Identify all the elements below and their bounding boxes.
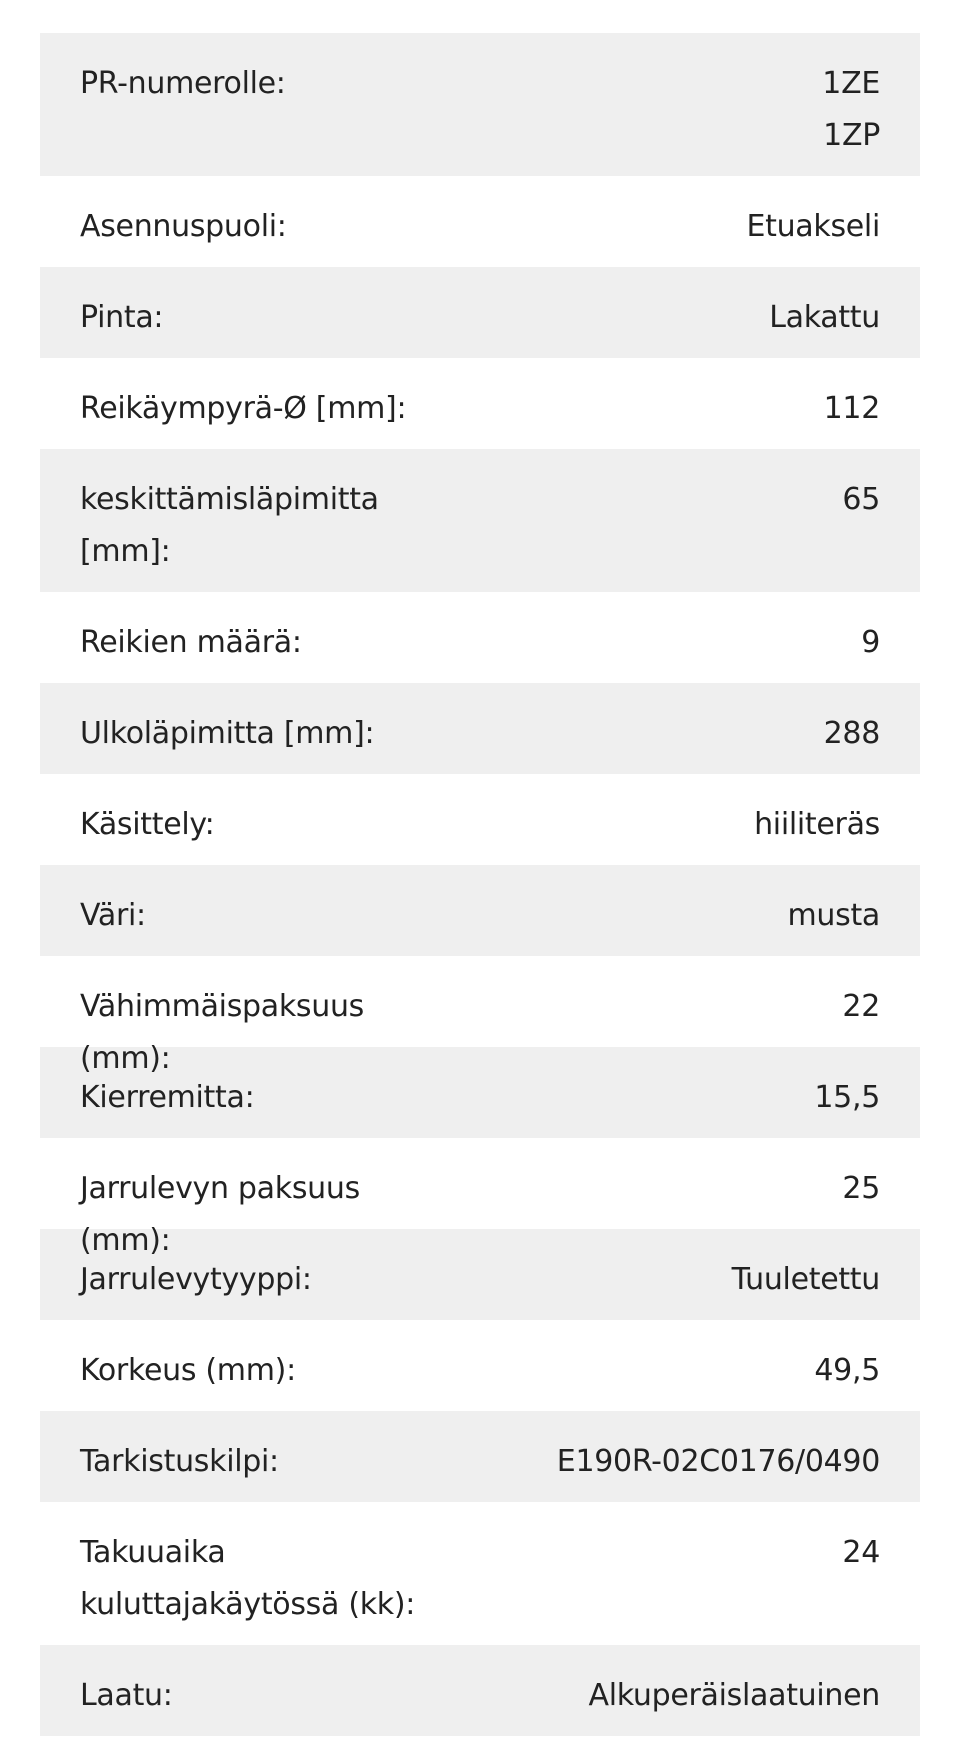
spec-label: Laatu: — [80, 1678, 173, 1713]
spec-value — [588, 1670, 880, 1722]
spec-label: keskittämisläpimitta [mm]: — [80, 482, 379, 569]
spec-value-line: 288 — [823, 716, 880, 751]
spec-value-line: 9 — [861, 625, 880, 660]
spec-label: PR-numerolle: — [80, 66, 286, 101]
spec-value — [861, 617, 880, 669]
spec-value-line: 1ZE — [822, 66, 880, 101]
spec-label: Väri: — [80, 898, 146, 933]
spec-value-line: E190R-02C0176/0490 — [556, 1444, 880, 1479]
spec-value-line: 49,5 — [814, 1353, 880, 1388]
spec-row-warranty — [40, 1502, 920, 1645]
spec-label: Käsittely: — [80, 807, 215, 842]
spec-table — [40, 33, 920, 1736]
spec-value — [814, 1072, 880, 1124]
spec-label: Jarrulevytyyppi: — [80, 1262, 312, 1297]
spec-value-line: Tuuletettu — [731, 1262, 880, 1297]
spec-row-height — [40, 1320, 920, 1411]
spec-value — [822, 58, 880, 162]
spec-row-outer-diameter — [40, 683, 920, 774]
spec-value-line: 1ZP — [823, 118, 880, 153]
spec-value — [769, 292, 880, 344]
spec-value-line: Etuakseli — [746, 209, 880, 244]
spec-label: Asennuspuoli: — [80, 209, 287, 244]
spec-value-line: musta — [787, 898, 880, 933]
spec-value-line: 24 — [842, 1535, 880, 1570]
spec-row-color — [40, 865, 920, 956]
spec-label: Korkeus (mm): — [80, 1353, 296, 1388]
spec-row-bolt-circle — [40, 358, 920, 449]
spec-value-line: hiiliteräs — [754, 807, 880, 842]
spec-value — [746, 201, 880, 253]
spec-row-centering-diameter — [40, 449, 920, 592]
spec-value-line: 112 — [823, 391, 880, 426]
spec-row-hole-count — [40, 592, 920, 683]
spec-value — [787, 890, 880, 942]
spec-label: Tarkistuskilpi: — [80, 1444, 279, 1479]
spec-label: Jarrulevyn paksuus (mm): — [80, 1171, 360, 1258]
spec-label: Reikäympyrä-Ø [mm]: — [80, 391, 407, 426]
spec-row-quality — [40, 1645, 920, 1736]
spec-label: Reikien määrä: — [80, 625, 302, 660]
spec-value — [824, 383, 880, 435]
spec-value — [824, 708, 880, 760]
spec-label: Vähimmäispaksuus (mm): — [80, 989, 365, 1076]
spec-value-line: 22 — [842, 989, 880, 1024]
spec-label: Kierremitta: — [80, 1080, 255, 1115]
spec-row-min-thickness — [40, 956, 920, 1076]
spec-row-surface — [40, 267, 920, 358]
spec-row-pr-number — [40, 33, 920, 176]
spec-label: Takuuaika kuluttajakäytössä (kk): — [80, 1535, 416, 1622]
spec-value — [842, 981, 880, 1033]
spec-value — [814, 1345, 880, 1397]
spec-row-disc-thickness — [40, 1138, 920, 1258]
spec-row-mounting-side — [40, 176, 920, 267]
spec-value — [732, 1254, 880, 1306]
spec-value-line: Alkuperäislaatuinen — [588, 1678, 880, 1713]
spec-value-line: 15,5 — [814, 1080, 880, 1115]
spec-value-line: 25 — [842, 1171, 880, 1206]
spec-value — [557, 1436, 880, 1488]
spec-row-treatment — [40, 774, 920, 865]
spec-value — [754, 799, 880, 851]
spec-value-line: Lakattu — [769, 300, 880, 335]
spec-label: Pinta: — [80, 300, 164, 335]
spec-value — [842, 1527, 880, 1579]
spec-label: Ulkoläpimitta [mm]: — [80, 716, 375, 751]
spec-value — [842, 474, 880, 526]
spec-row-approval-plate — [40, 1411, 920, 1502]
spec-value — [842, 1163, 880, 1215]
spec-value-line: 65 — [842, 482, 880, 517]
